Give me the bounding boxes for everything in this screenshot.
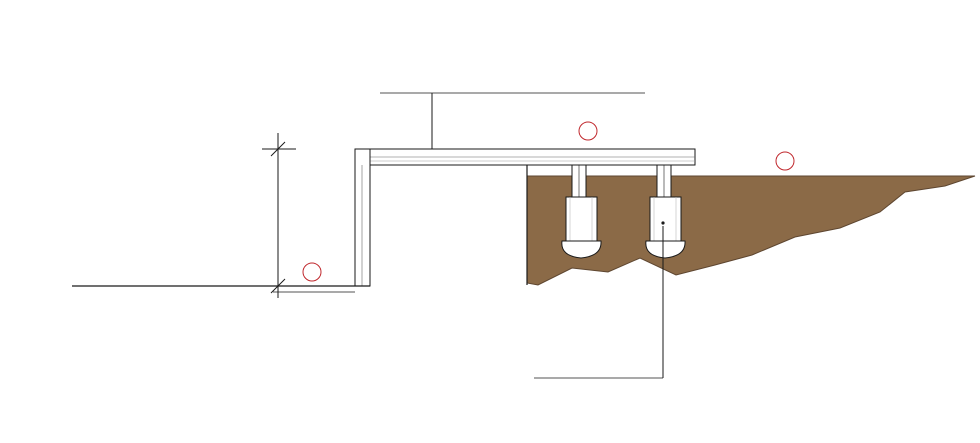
bench-top-slats xyxy=(355,149,695,165)
marker-3 xyxy=(579,122,597,140)
marker-2 xyxy=(303,263,321,281)
dimension-line xyxy=(262,133,296,298)
marker-5 xyxy=(776,152,794,170)
bench-side-cladding xyxy=(355,149,370,286)
